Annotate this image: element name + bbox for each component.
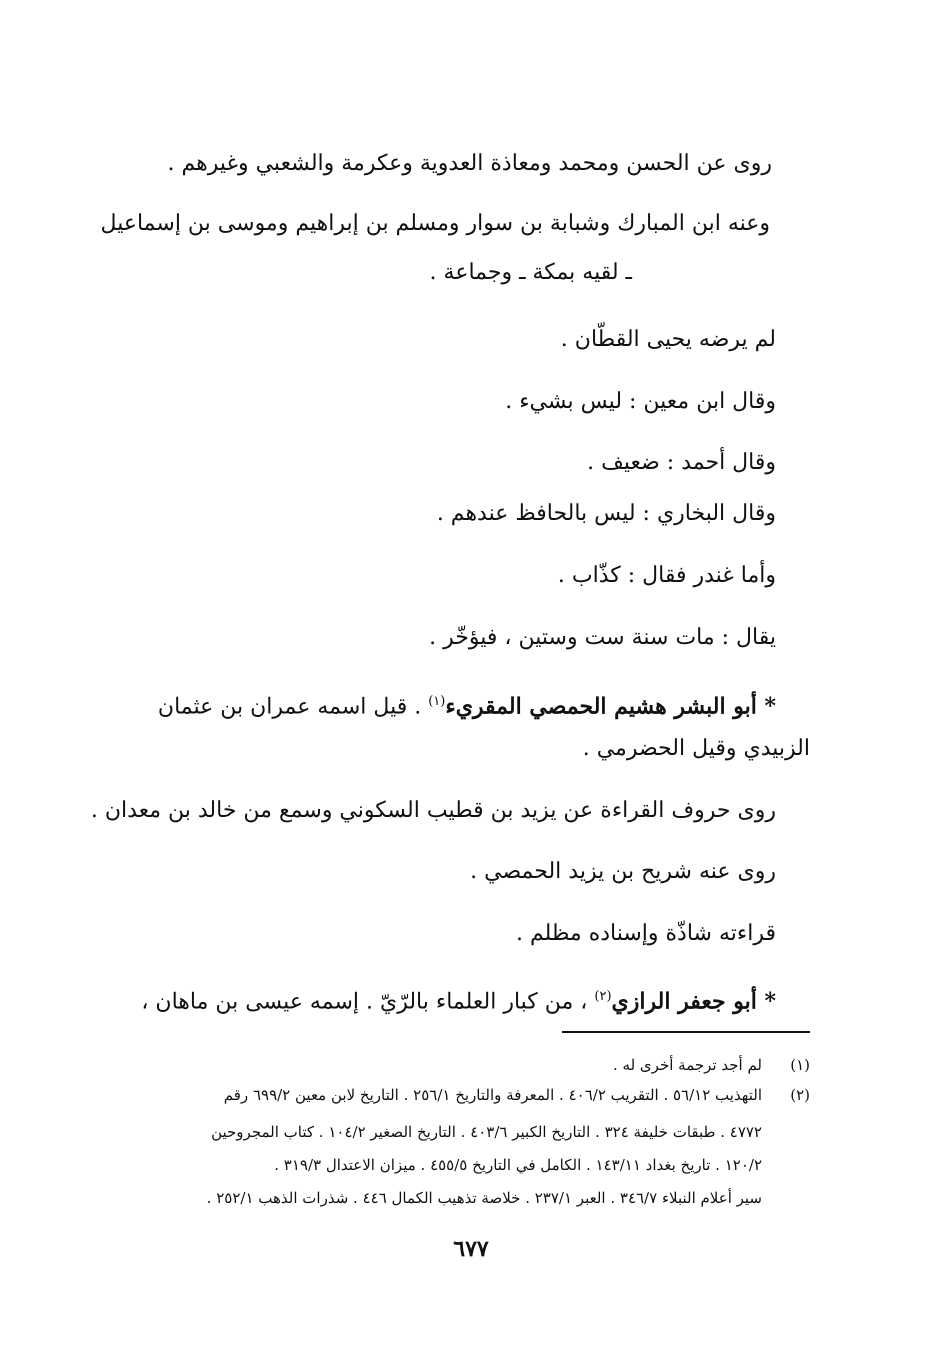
footnote-2-number: (٢) <box>790 1086 810 1104</box>
body-line-2: وعنه ابن المبارك وشبابة بن سوار ومسلم بن إبراهيم وموسى بن إسماعيل <box>100 211 770 236</box>
body-line-10 <box>158 686 776 723</box>
body-line-13: روى عنه شريح بن يزيد الحمصي . <box>470 859 776 884</box>
entry-heading-abu-al-bishr: * أبو البشر هشيم الحمصي المقريء <box>445 693 776 720</box>
footnote-ref-1: (١) <box>428 694 446 709</box>
footnote-1-line-1: لم أجد ترجمة أخرى له . <box>613 1056 762 1074</box>
body-line-3: ـ لقيه بمكة ـ وجماعة . <box>429 260 632 285</box>
body-line-8: وأما غندر فقال : كذّاب . <box>557 563 776 588</box>
body-line-9: يقال : مات سنة ست وستين ، فيؤخّر . <box>429 625 776 650</box>
body-line-4: لم يرضه يحيى القطّان . <box>560 327 776 352</box>
footnote-2-line-1: التهذيب ٥٦/١٢ . التقريب ٤٠٦/٢ . المعرفة والتاريخ ٢٥٦/١ . التاريخ لابن معين ٦٩٩/٢ رقم <box>223 1086 762 1104</box>
footnote-1-number: (١) <box>790 1056 810 1074</box>
body-line-14: قراءته شاذّة وإسناده مظلم . <box>515 921 776 946</box>
body-line-15 <box>141 981 776 1018</box>
body-line-7: وقال البخاري : ليس بالحافظ عندهم . <box>436 501 776 526</box>
footnote-2-line-4: سير أعلام النبلاء ٣٤٦/٧ . العبر ٢٣٧/١ . خلاصة تذهيب الكمال ٤٤٦ . شذرات الذهب ٢٥٢/١ . <box>206 1189 762 1207</box>
body-line-5: وقال ابن معين : ليس بشيء . <box>505 389 776 414</box>
body-line-1: روى عن الحسن ومحمد ومعاذة العدوية وعكرمة والشعبي وغيرهم . <box>167 151 772 176</box>
page-number: ٦٧٧ <box>453 1236 489 1262</box>
entry-heading-abu-jafar: * أبو جعفر الرازي <box>611 988 776 1015</box>
entry-text: . قيل اسمه عمران بن عثمان <box>157 694 429 720</box>
body-line-11: الزبيدي وقيل الحضرمي . <box>582 736 810 761</box>
footnote-rule <box>562 1031 810 1033</box>
body-line-6: وقال أحمد : ضعيف . <box>587 450 776 475</box>
footnote-ref-2: (٢) <box>594 989 612 1004</box>
footnote-2-line-2: ٤٧٧٢ . طبقات خليفة ٣٢٤ . التاريخ الكبير ٤٠٣/٦ . التاريخ الصغير ١٠٤/٢ . كتاب المجروحين <box>211 1123 762 1141</box>
footnote-2-line-3: ١٢٠/٢ . تاريخ بغداد ١٤٣/١١ . الكامل في التاريخ ٤٥٥/٥ . ميزان الاعتدال ٣١٩/٣ . <box>274 1156 762 1174</box>
entry-text: ، من كبار العلماء بالرّيّ . إسمه عيسى بن ماهان ، <box>141 989 595 1015</box>
body-line-12: روى حروف القراءة عن يزيد بن قطيب السكوني وسمع من خالد بن معدان . <box>90 798 776 823</box>
